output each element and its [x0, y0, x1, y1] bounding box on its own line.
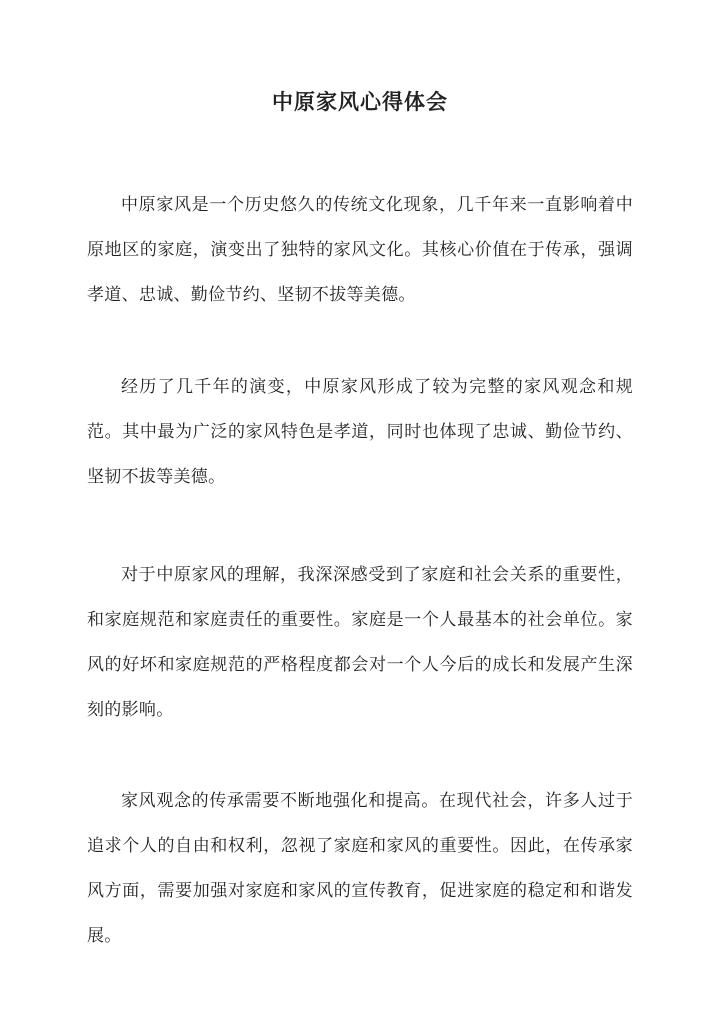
document-title: 中原家风心得体会 — [272, 89, 448, 114]
paragraph-4: 家风观念的传承需要不断地强化和提高。在现代社会，许多人过于追求个人的自由和权利，忽视了家庭和家风的重要性。因此，在传承家风方面，需要加强对家庭和家风的宣传教育，促进家庭的稳定和和谐发展。 — [87, 791, 633, 946]
paragraph-1: 中原家风是一个历史悠久的传统文化现象，几千年来一直影响着中原地区的家庭，演变出了独特的家风文化。其核心价值在于传承，强调孝道、忠诚、勤俭节约、坚韧不拔等美德。 — [87, 195, 633, 305]
paragraph-2: 经历了几千年的演变，中原家风形成了较为完整的家风观念和规范。其中最为广泛的家风特色是孝道，同时也体现了忠诚、勤俭节约、坚韧不拔等美德。 — [87, 377, 633, 487]
paragraph-3: 对于中原家风的理解，我深深感受到了家庭和社会关系的重要性，和家庭规范和家庭责任的重要性。家庭是一个人最基本的社会单位。家风的好坏和家庭规范的严格程度都会对一个人今后的成长和发展产生深刻的影响。 — [87, 565, 633, 720]
